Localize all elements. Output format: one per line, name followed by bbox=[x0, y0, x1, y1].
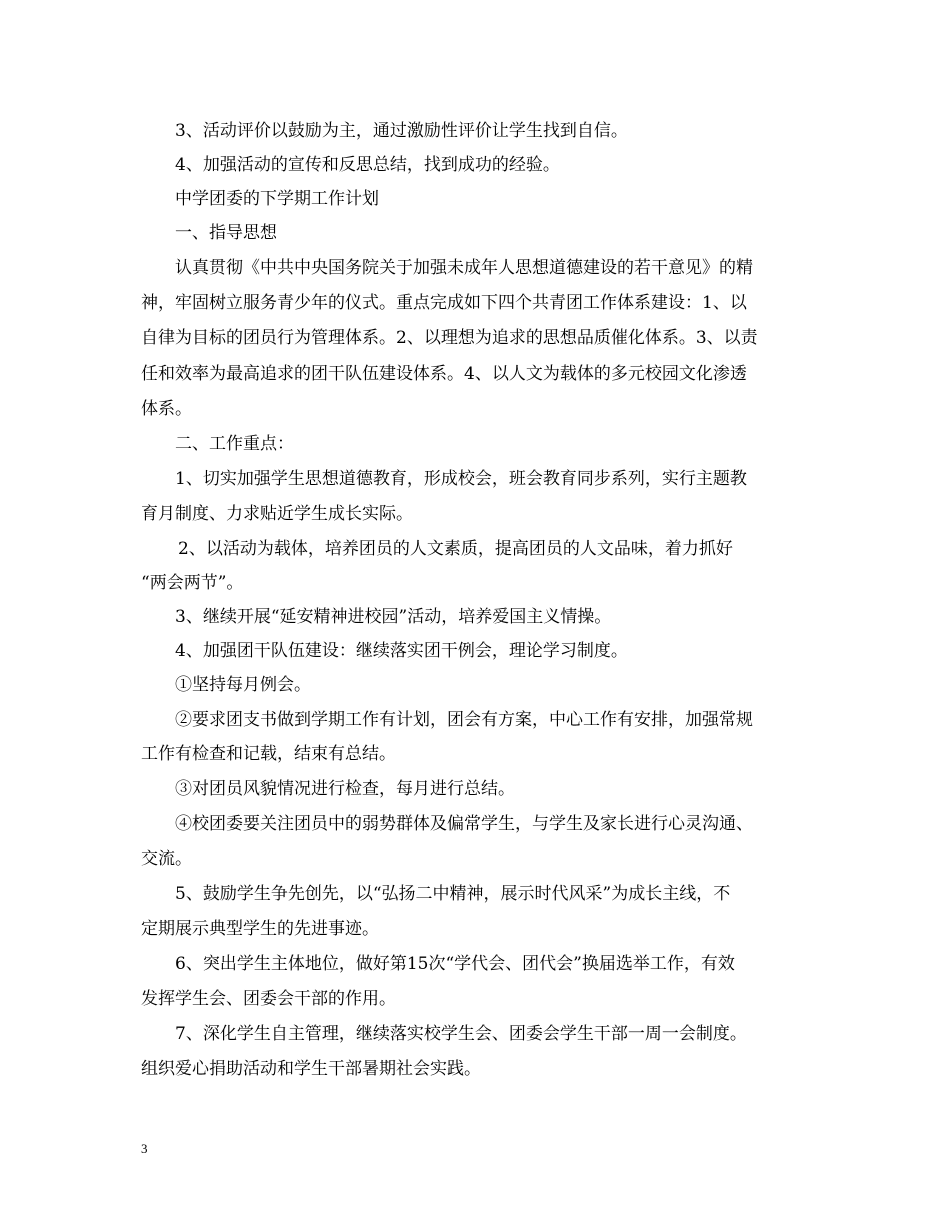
section-title: 中学团委的下学期工作计划 bbox=[175, 189, 379, 209]
text-line: 工作有检查和记载，结束有总结。 bbox=[141, 744, 396, 764]
text-line: 2、以活动为载体，培养团员的人文素质，提高团员的人文品味，着力抓好 bbox=[178, 539, 733, 559]
text-line: 3、继续开展“延安精神进校园”活动，培养爱国主义情操。 bbox=[175, 607, 612, 627]
text-line: 神，牢固树立服务青少年的仪式。重点完成如下四个共青团工作体系建设：1、以 bbox=[141, 293, 747, 313]
text-line: 5、鼓励学生争先创先，以“弘扬二中精神，展示时代风采”为成长主线，不 bbox=[175, 884, 731, 904]
section-heading: 一、指导思想 bbox=[175, 223, 277, 243]
text-line: 任和效率为最高追求的团干队伍建设体系。4、以人文为载体的多元校园文化渗透 bbox=[141, 364, 747, 384]
text-line: ①坚持每月例会。 bbox=[175, 675, 311, 695]
text-line: ②要求团支书做到学期工作有计划，团会有方案，中心工作有安排，加强常规 bbox=[175, 710, 753, 730]
text-line: ④校团委要关注团员中的弱势群体及偏常学生，与学生及家长进行心灵沟通、 bbox=[175, 814, 753, 834]
text-line: 定期展示典型学生的先进事迹。 bbox=[141, 919, 379, 939]
text-line: “两会两节”。 bbox=[141, 573, 244, 593]
text-line: 4、加强团干队伍建设：继续落实团干例会，理论学习制度。 bbox=[175, 641, 628, 661]
text-line: 认真贯彻《中共中央国务院关于加强未成年人思想道德建设的若干意见》的精 bbox=[175, 258, 753, 278]
text-line: 自律为目标的团员行为管理体系。2、以理想为追求的思想品质催化体系。3、以责 bbox=[141, 328, 758, 348]
text-line: 育月制度、力求贴近学生成长实际。 bbox=[141, 504, 413, 524]
text-line: 组织爱心捐助活动和学生干部暑期社会实践。 bbox=[141, 1059, 481, 1079]
section-heading: 二、工作重点： bbox=[175, 434, 294, 454]
text-line: 3、活动评价以鼓励为主，通过激励性评价让学生找到自信。 bbox=[175, 121, 628, 141]
text-line: 4、加强活动的宣传和反思总结，找到成功的经验。 bbox=[175, 155, 560, 175]
text-line: ③对团员风貌情况进行检查，每月进行总结。 bbox=[175, 779, 515, 799]
text-line: 交流。 bbox=[141, 849, 192, 869]
text-line: 7、深化学生自主管理，继续落实校学生会、团委会学生干部一周一会制度。 bbox=[175, 1024, 747, 1044]
text-line: 体系。 bbox=[141, 399, 192, 419]
text-line: 1、切实加强学生思想道德教育，形成校会，班会教育同步系列，实行主题教 bbox=[175, 469, 747, 489]
text-line: 6、突出学生主体地位，做好第15次“学代会、团代会”换届选举工作，有效 bbox=[175, 954, 735, 974]
text-line: 发挥学生会、团委会干部的作用。 bbox=[141, 989, 396, 1009]
page-number: 3 bbox=[141, 1141, 148, 1156]
